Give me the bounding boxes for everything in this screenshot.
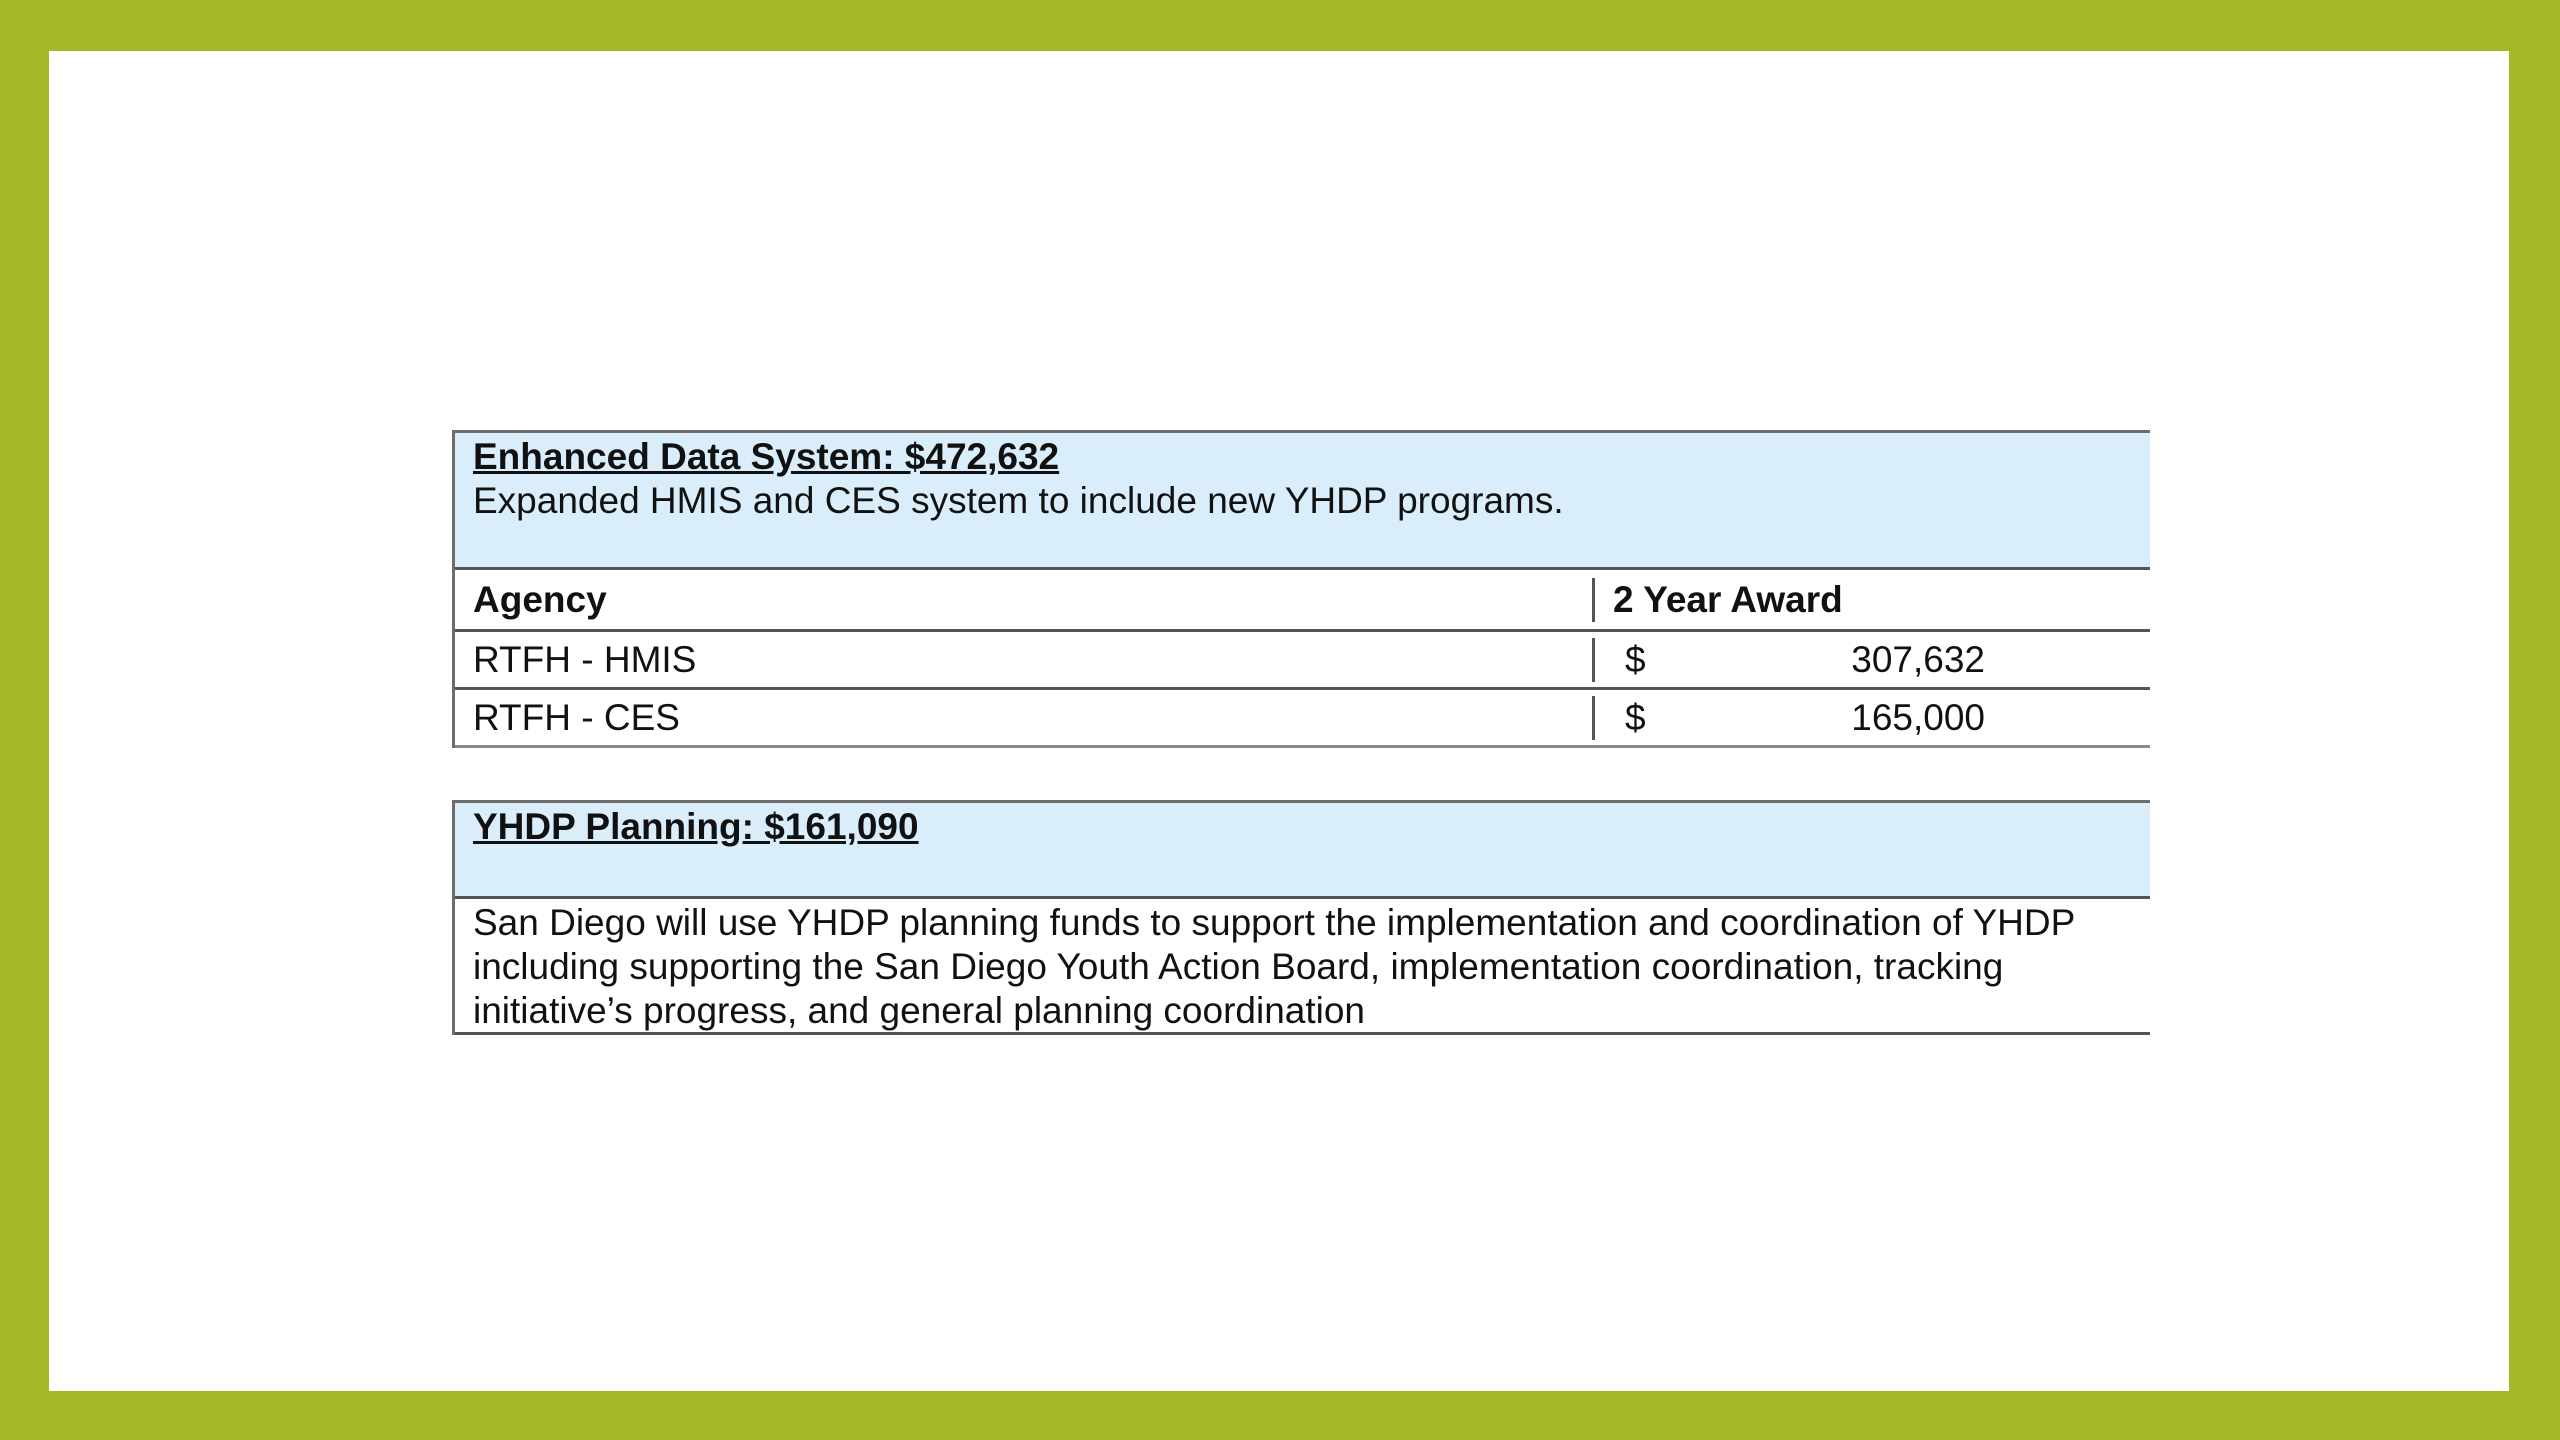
award-cell (1595, 696, 2150, 740)
award-amount: 165,000 (1851, 696, 1985, 738)
award-cell (1595, 638, 2150, 682)
currency-symbol: $ (1625, 638, 1646, 680)
agency-cell: RTFH - CES (455, 696, 1595, 740)
table-row (455, 632, 2150, 690)
column-header-agency: Agency (455, 578, 1595, 622)
yhdp-planning-header (455, 803, 2150, 899)
table-header-row (455, 570, 2150, 632)
award-amount: 307,632 (1851, 638, 1985, 680)
table-row (455, 690, 2150, 748)
enhanced-data-system-description: Expanded HMIS and CES system to include new YHDP programs. (473, 480, 1564, 521)
enhanced-data-system-table (452, 430, 2150, 748)
yhdp-planning-title: YHDP Planning: $161,090 (473, 806, 919, 847)
yhdp-planning-body: San Diego will use YHDP planning funds to support the implementation and coordination of YHDP including supporting the San Diego Youth Action Board, implementation coordination, tracking initiative’s progress, and general planning coordination (455, 899, 2150, 1035)
currency-symbol: $ (1625, 696, 1646, 738)
yhdp-planning-table (452, 800, 2150, 1035)
agency-cell: RTFH - HMIS (455, 638, 1595, 682)
enhanced-data-system-title: Enhanced Data System: $472,632 (473, 436, 1060, 477)
column-header-award: 2 Year Award (1613, 578, 1843, 620)
enhanced-data-system-header (455, 433, 2150, 570)
